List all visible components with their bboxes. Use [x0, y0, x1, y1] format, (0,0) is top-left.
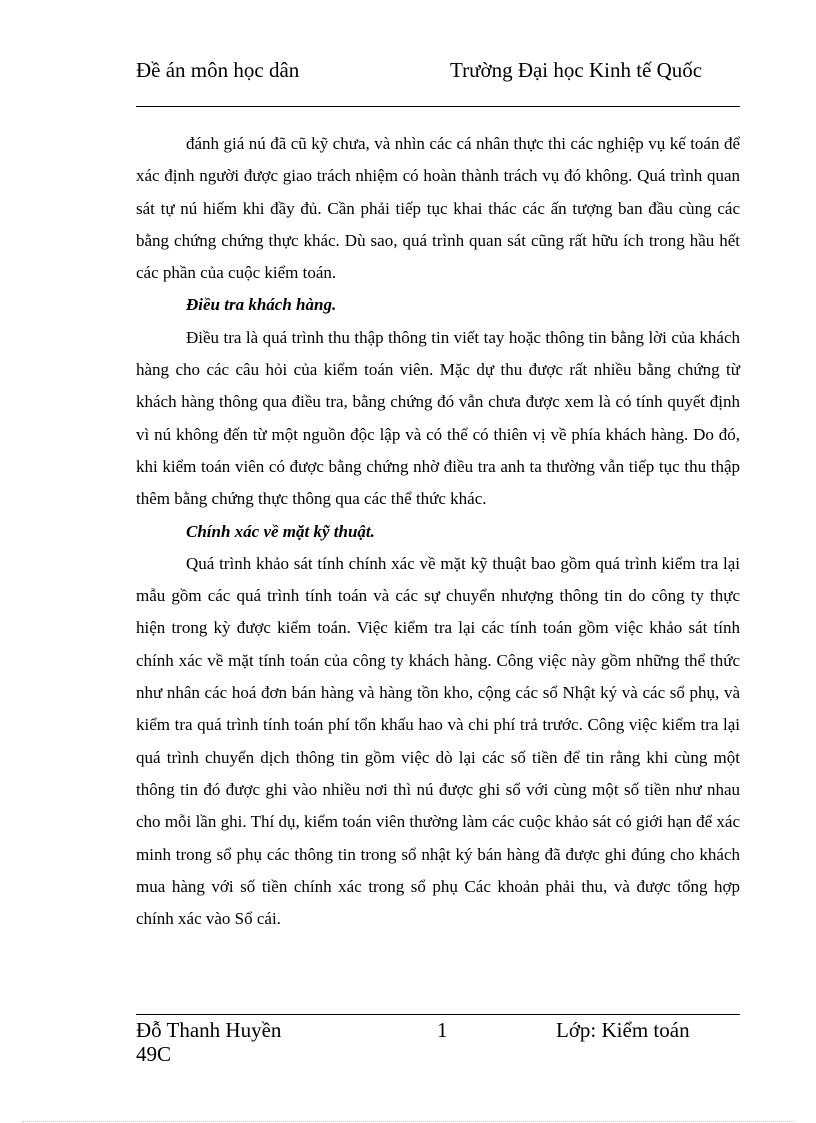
header-divider — [136, 106, 740, 107]
document-body — [136, 128, 740, 935]
heading-customer-inquiry: Điều tra khách hàng. — [186, 295, 337, 315]
header-university: Trường Đại học Kinh tế Quốc — [450, 58, 703, 82]
footer-author: Đỗ Thanh Huyền 49C — [136, 1018, 282, 1066]
footer-divider — [136, 1014, 740, 1015]
footer-class: Lớp: Kiểm toán — [556, 1018, 690, 1042]
page-footer — [136, 1018, 740, 1068]
paragraph-observation: đánh giá nú đã cũ kỹ chưa, và nhìn các cá nhân thực thi các nghiệp vụ kế toán để xác định người được giao trách nhiệm có hoàn thành trách vụ đó không. Quá trình quan sát tự nú hiếm khi đầy đủ. Cần phải tiếp tục khai thác các ấn tượng ban đầu cùng các bằng chứng chứng thực khác. Dù sao, quá trình quan sát cũng rất hữu ích trong hầu hết các phần của cuộc kiểm toán. — [136, 134, 740, 283]
header-course-title: Đề án môn học dân — [136, 58, 300, 82]
page-edge-divider — [22, 1121, 794, 1122]
footer-page-number: 1 — [437, 1018, 448, 1042]
page-header — [136, 57, 740, 107]
heading-technical-accuracy: Chính xác về mặt kỹ thuật. — [186, 521, 375, 541]
paragraph-inquiry: Điều tra là quá trình thu thập thông tin viết tay hoặc thông tin bằng lời của khách hàng cho các câu hỏi của kiểm toán viên. Mặc dự thu được rất nhiều bằng chứng từ khách hàng thông qua điều tra, bằng chứng đó vẫn chưa được xem là có tính quyết định vì nú không đến từ một nguồn độc lập và có thể có thiên vị về phía khách hàng. Do đó, khi kiểm toán viên có được bằng chứng nhờ điều tra anh ta thường vẫn tiếp tục thu thập thêm bằng chứng thực thông qua các thể thức khác. — [136, 327, 740, 509]
paragraph-technical-accuracy: Quá trình khảo sát tính chính xác về mặt kỹ thuật bao gồm quá trình kiểm tra lại mẫu gồm các quá trình tính toán và các sự chuyển nhượng thông tin do công ty thực hiện trong kỳ được kiểm toán. Việc kiểm tra lại các tính toán gồm việc khảo sát tính chính xác về mặt tính toán của công ty khách hàng. Công việc này gồm những thể thức như nhân các hoá đơn bán hàng và hàng tồn kho, cộng các sổ Nhật ký và các sổ phụ, và kiểm tra quá trình tính toán phí tổn khấu hao và chi phí trả trước. Công việc kiểm tra lại quá trình chuyển dịch thông tin gồm việc dò lại các số tiền để tin rằng khi cùng một thông tin đó được ghi vào nhiều nơi thì nú được ghi sổ với cùng một số tiền như nhau cho mỗi lần ghi. Thí dụ, kiểm toán viên thường làm các cuộc khảo sát có giới hạn để xác minh trong sổ phụ các thông tin trong sổ nhật ký bán hàng đã được ghi đúng cho khách mua hàng với số tiền chính xác trong sổ phụ Các khoản phải thu, và được tổng hợp chính xác vào Sổ cái. — [136, 553, 740, 929]
